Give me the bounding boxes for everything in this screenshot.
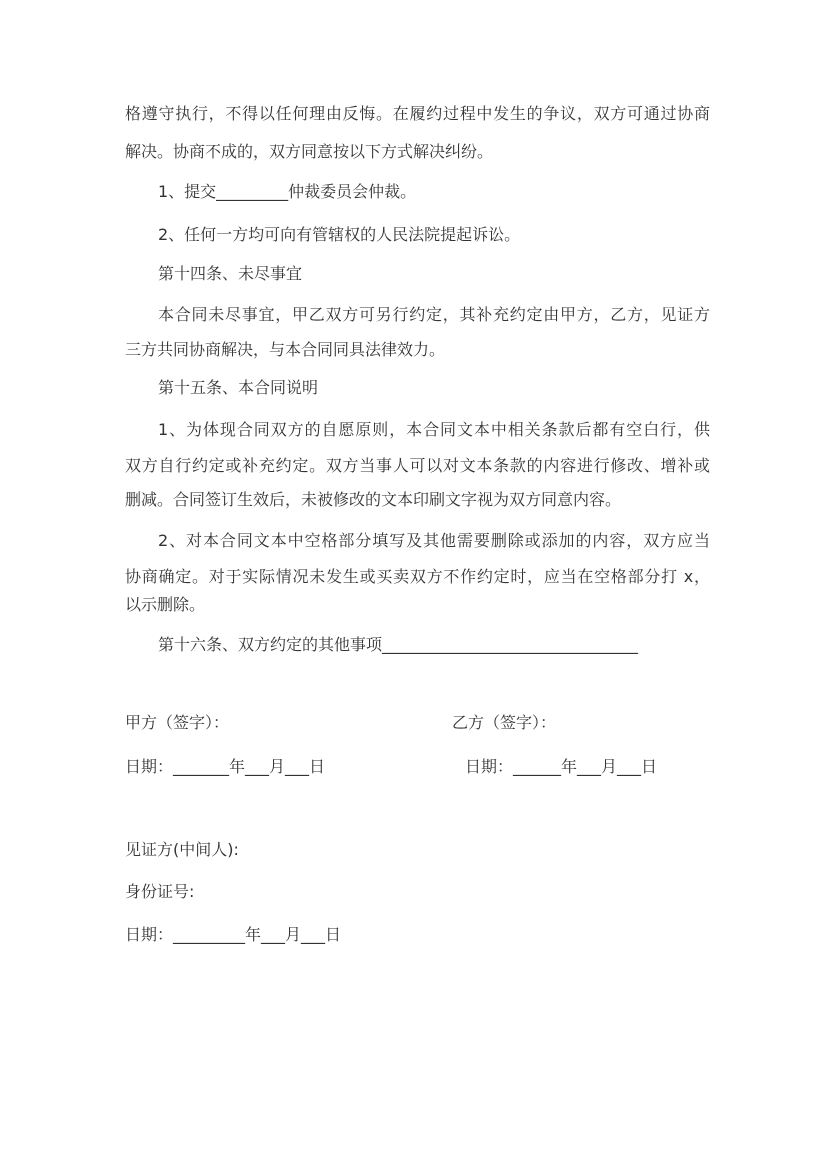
article-15-item1-line: 双方自行约定或补充约定。双方当事人可以对文本条款的内容进行修改、增补或 [125,456,710,475]
party-b-date: 日期：______年___月___日 [465,757,658,776]
party-a-signature-label: 甲方（签字）： [125,713,230,732]
article-16-heading: 第十六条、双方约定的其他事项________________________________ [158,635,639,654]
article-14-line: 三方共同协商解决，与本合同同具法律效力。 [125,340,446,359]
article-15-item1-line: 删减。合同签订生效后，未被修改的文本印刷文字视为双方同意内容。 [125,490,622,509]
dispute-option-2: 2、任何一方均可向有管辖权的人民法院提起诉讼。 [158,225,521,244]
article-15-item2-line: 2、对本合同文本中空格部分填写及其他需要删除或添加的内容，双方应当 [158,531,710,550]
party-a-date: 日期：_______年___月___日 [125,757,326,776]
witness-label: 见证方(中间人): [125,840,239,859]
dispute-line: 格遵守执行，不得以任何理由反悔。在履约过程中发生的争议，双方可通过协商 [125,104,710,123]
article-15-item1-line: 1、为体现合同双方的自愿原则，本合同文本中相关条款后都有空白行，供 [158,420,710,439]
article-15-heading: 第十五条、本合同说明 [158,378,319,397]
id-number-label: 身份证号: [125,882,195,901]
witness-date: 日期：_________年___月___日 [125,925,342,944]
dispute-option-1: 1、提交_________仲裁委员会仲裁。 [158,182,417,201]
party-b-signature-label: 乙方（签字）： [452,713,557,732]
dispute-line: 解决。协商不成的，双方同意按以下方式解决纠纷。 [125,142,494,161]
article-14-line: 本合同未尽事宜，甲乙双方可另行约定，其补充约定由甲方，乙方，见证方 [158,305,710,324]
article-15-item2-line: 以示删除。 [125,595,206,614]
article-14-heading: 第十四条、未尽事宜 [158,264,303,283]
article-15-item2-line: 协商确定。对于实际情况未发生或买卖双方不作约定时，应当在空格部分打 x， [125,567,710,586]
